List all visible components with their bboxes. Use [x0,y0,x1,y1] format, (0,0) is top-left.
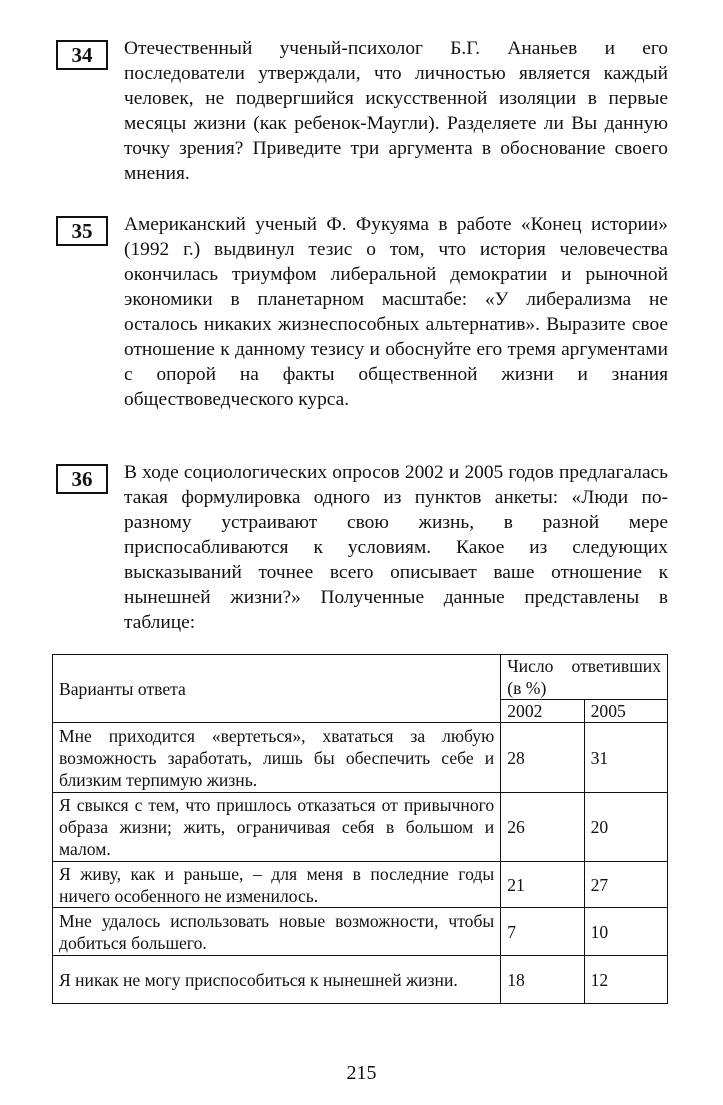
value-2005: 27 [584,862,667,908]
answer-option: Мне приходится «вертеться», хвататься за любую возможность заработать, лишь бы обеспечить себе и близким терпимую жизнь. [53,723,501,793]
value-2005: 31 [584,723,667,793]
table-row [53,956,668,1004]
answer-option: Мне удалось использовать новые возможности, чтобы добиться большего. [53,908,501,956]
value-2002: 7 [501,908,584,956]
header-options: Варианты ответа [53,655,501,723]
header-year-2002: 2002 [501,700,584,723]
header-respondents: Число ответивших (в %) [501,655,668,700]
table-row [53,723,668,793]
task-text: В ходе социологических опросов 2002 и 2005 годов предлагалась такая формулировка одного из пунктов анкеты: «Люди по-разному устраивают свою жизнь, в разной мере приспосабливаются к условиям. Какое из следующих высказываний точнее всего описывает ваше отношение к нынешней жизни?» Полученные данные представлены в таблице: [124,462,668,633]
value-2002: 26 [501,793,584,862]
table-row [53,862,668,908]
task-number-box: 36 [56,464,108,494]
table-header-row [53,655,668,700]
value-2005: 20 [584,793,667,862]
value-2005: 12 [584,956,667,1004]
survey-results-table [52,654,668,1004]
task-number-box: 35 [56,216,108,246]
task-text: Отечественный ученый-психолог Б.Г. Ананьев и его последователи утверждали, что личностью является каждый человек, не подвергшийся искусственной изоляции в первые месяцы жизни (как ребенок-Маугли). Разделяете ли Вы данную точку зрения? Приведите три аргумента в обоснование своего мнения. [124,38,668,184]
answer-option: Я никак не могу приспособиться к нынешней жизни. [53,956,501,1004]
page-number: 215 [346,1062,377,1084]
value-2002: 18 [501,956,584,1004]
table-row [53,908,668,956]
value-2002: 28 [501,723,584,793]
task-text: Американский ученый Ф. Фукуяма в работе «Конец истории» (1992 г.) выдвинул тезис о том, что история человечества окончилась триумфом либеральной демократии и рыночной экономики в планетарном масштабе: «У либерализма не осталось никаких жизнеспособных альтернатив». Выразите свое отношение к данному тезису и обоснуйте его тремя аргументами с опорой на факты общественной жизни и знания обществоведческого курса. [124,214,668,410]
answer-option: Я свыкся с тем, что пришлось отказаться от привычного образа жизни; жить, ограничивая себя в большом и малом. [53,793,501,862]
table-row [53,793,668,862]
value-2002: 21 [501,862,584,908]
answer-option: Я живу, как и раньше, – для меня в последние годы ничего особенного не изменилось. [53,862,501,908]
value-2005: 10 [584,908,667,956]
header-year-2005: 2005 [584,700,667,723]
task-number-box: 34 [56,40,108,70]
